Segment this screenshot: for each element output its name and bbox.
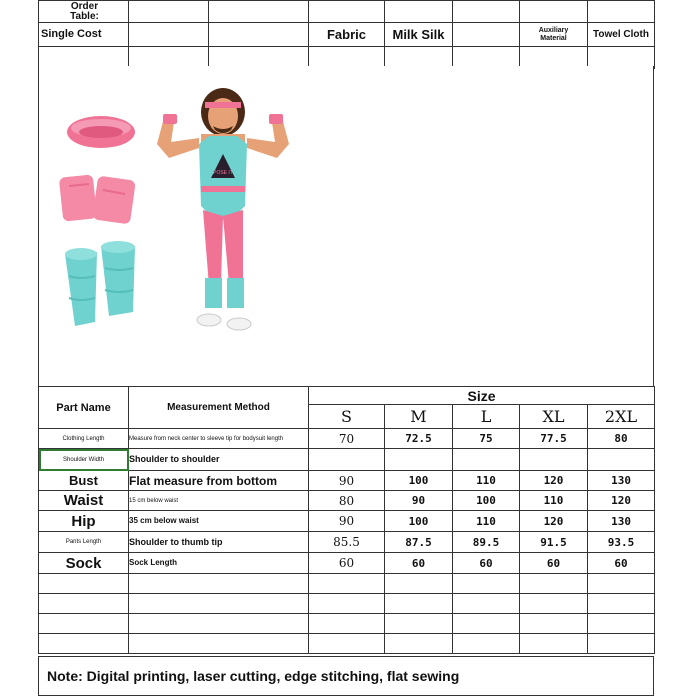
- value-cell: 70: [309, 429, 385, 449]
- header-table: [38, 0, 655, 69]
- value-cell: 89.5: [453, 532, 520, 553]
- value-cell: 60: [588, 553, 655, 574]
- value-cell: 90: [309, 471, 385, 491]
- part-name-cell: Waist: [39, 491, 129, 511]
- empty-cell: [209, 1, 309, 23]
- table-row: [39, 449, 655, 471]
- value-cell: 91.5: [520, 532, 588, 553]
- product-photo: [38, 66, 654, 386]
- empty-row: [39, 574, 655, 594]
- costume-illustration: [39, 66, 653, 386]
- empty-cell: [129, 23, 209, 47]
- part-name-cell: Bust: [39, 471, 129, 491]
- wristbands-accessory: [59, 174, 136, 224]
- value-cell: 93.5: [588, 532, 655, 553]
- value-cell: 100: [385, 471, 453, 491]
- size-header: Size: [309, 387, 655, 405]
- value-cell: [385, 449, 453, 471]
- empty-cell: [453, 23, 520, 47]
- single-cost-label: Single Cost: [39, 23, 129, 47]
- value-cell: 100: [453, 491, 520, 511]
- value-cell: 60: [453, 553, 520, 574]
- shirt-print-text: POSE IT: [213, 170, 233, 176]
- size-column-m: M: [385, 405, 453, 429]
- size-column-s: S: [309, 405, 385, 429]
- value-cell: [453, 449, 520, 471]
- leg-warmers-accessory: [65, 241, 135, 326]
- fabric-label: Fabric: [309, 23, 385, 47]
- empty-cell: [385, 1, 453, 23]
- measurement-method-header: Measurement Method: [129, 387, 309, 429]
- value-cell: 77.5: [520, 429, 588, 449]
- order-table-label: Order Table:: [39, 1, 129, 23]
- empty-row: [39, 594, 655, 614]
- size-column-l: L: [453, 405, 520, 429]
- value-cell: [520, 449, 588, 471]
- production-note: Note: Digital printing, laser cutting, edge stitching, flat sewing: [38, 656, 654, 696]
- empty-cell: [520, 1, 588, 23]
- size-column-2xl: 2XL: [588, 405, 655, 429]
- method-cell: Sock Length: [129, 553, 309, 574]
- size-column-xl: XL: [520, 405, 588, 429]
- empty-row: [39, 634, 655, 654]
- value-cell: 60: [309, 553, 385, 574]
- method-cell: Measure from neck center to sleeve tip for bodysuit length: [129, 429, 309, 449]
- value-cell: 80: [588, 429, 655, 449]
- headband-accessory: [67, 116, 135, 148]
- value-cell: 60: [385, 553, 453, 574]
- value-cell: 72.5: [385, 429, 453, 449]
- table-row: [39, 491, 655, 511]
- value-cell: [588, 449, 655, 471]
- empty-cell: [129, 1, 209, 23]
- value-cell: 130: [588, 511, 655, 532]
- method-cell: Flat measure from bottom: [129, 471, 309, 491]
- value-cell: 120: [588, 491, 655, 511]
- part-name-cell: Pants Length: [39, 532, 129, 553]
- value-cell: 110: [453, 511, 520, 532]
- value-cell: 110: [453, 471, 520, 491]
- value-cell: 120: [520, 471, 588, 491]
- method-cell: Shoulder to thumb tip: [129, 532, 309, 553]
- size-table: [38, 386, 655, 654]
- part-name-header: Part Name: [39, 387, 129, 429]
- part-name-cell: Shoulder Width: [39, 449, 129, 471]
- value-cell: 130: [588, 471, 655, 491]
- part-name-cell: Clothing Length: [39, 429, 129, 449]
- empty-row: [39, 614, 655, 634]
- table-row: [39, 471, 655, 491]
- value-cell: 100: [385, 511, 453, 532]
- empty-cell: [588, 1, 655, 23]
- value-cell: 80: [309, 491, 385, 511]
- empty-cell: [209, 23, 309, 47]
- method-cell: 35 cm below waist: [129, 511, 309, 532]
- table-row: [39, 553, 655, 574]
- table-row: [39, 511, 655, 532]
- auxiliary-label: Auxiliary Material: [520, 23, 588, 47]
- method-cell: Shoulder to shoulder: [129, 449, 309, 471]
- fabric-value: Milk Silk: [385, 23, 453, 47]
- size-chart-sheet: [38, 0, 654, 696]
- value-cell: 87.5: [385, 532, 453, 553]
- value-cell: 120: [520, 511, 588, 532]
- part-name-cell: Hip: [39, 511, 129, 532]
- method-cell: 15 cm below waist: [129, 491, 309, 511]
- value-cell: 90: [309, 511, 385, 532]
- model-figure: [157, 88, 289, 330]
- value-cell: 90: [385, 491, 453, 511]
- value-cell: 110: [520, 491, 588, 511]
- value-cell: 60: [520, 553, 588, 574]
- part-name-cell: Sock: [39, 553, 129, 574]
- value-cell: 85.5: [309, 532, 385, 553]
- empty-cell: [309, 1, 385, 23]
- table-row: [39, 429, 655, 449]
- empty-cell: [453, 1, 520, 23]
- value-cell: [309, 449, 385, 471]
- auxiliary-value: Towel Cloth: [588, 23, 655, 47]
- value-cell: 75: [453, 429, 520, 449]
- table-row: [39, 532, 655, 553]
